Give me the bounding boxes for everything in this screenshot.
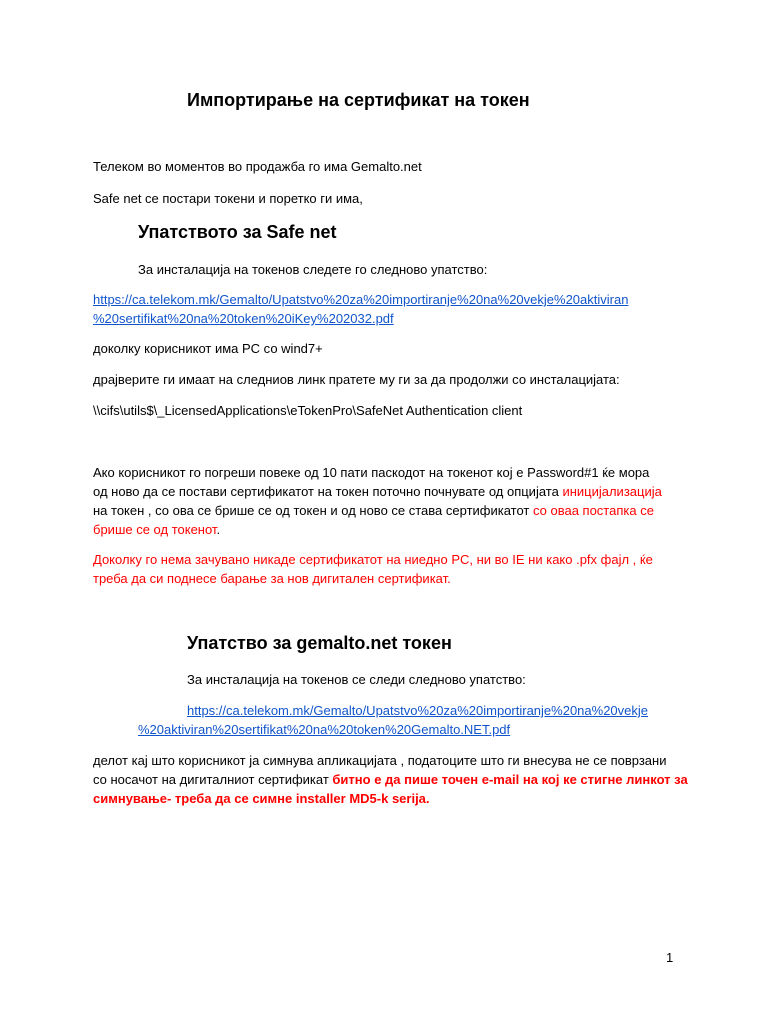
warning-line-3-text: на токен , со ова се брише се од токен и од ново се става сертификатот [93, 503, 533, 518]
gemalto-note-line-2 [93, 772, 688, 788]
safenet-heading: Упатството за Safe net [138, 222, 337, 242]
warning-line-4 [93, 522, 220, 538]
intro-line-1: Телеком во моментов во продажба го има Gemalto.net [93, 159, 422, 174]
intro-line-2: Safe net се постари токени и поретко ги има, [93, 191, 363, 206]
warning-line-3 [93, 503, 654, 519]
page-title: Импортирање на сертификат на токен [187, 90, 530, 110]
warning-line-2-text: од ново да се постави сертификатот на токен поточно почнувате од опцијата [93, 484, 563, 499]
gemalto-guide-link-line-1[interactable]: https://ca.telekom.mk/Gemalto/Upatstvo%20za%20importiranje%20na%20vekje [187, 703, 649, 718]
gemalto-heading: Упатство за gemalto.net токен [187, 633, 452, 653]
initialization-highlight: иницијализација [562, 484, 662, 499]
erase-highlight-start: со оваа постапка се [532, 503, 654, 518]
page-number: 1 [666, 950, 674, 965]
safenet-guide-link-line-1[interactable]: https://ca.telekom.mk/Gemalto/Upatstvo%20za%20importiranje%20na%20vekje%20aktiviran [93, 292, 629, 307]
gemalto-instruction: За инсталација на токенов се следи следново упатство: [187, 672, 526, 687]
driver-path: \\cifs\utils$\_LicensedApplications\eTokenPro\SafeNet Authentication client [93, 403, 523, 418]
pc-note: доколку корисникот има PC со wind7+ [93, 341, 323, 356]
drivers-note: драјверите ги имаат на следниов линк пратете му ги за да продолжи со инсталацијата: [93, 372, 620, 387]
erase-highlight-end: брише се од токенот [93, 522, 217, 537]
new-certificate-warning-line-1: Доколку го нема зачувано никаде сертификатот на ниедно PC, ни во IE ни како .pfx фајл , ќе [93, 552, 653, 567]
warning-line-2 [93, 484, 662, 500]
warning-line-1: Ако корисникот го погреши повеке од 10 пати паскодот на токенот кој е Password#1 ќе мора [93, 465, 650, 480]
new-certificate-warning-line-2: треба да си поднесе барање за нов дигитален сертификат. [93, 571, 451, 586]
safenet-instruction: За инсталација на токенов следете го следново упатство: [138, 262, 488, 277]
installer-highlight: симнување- треба да се симне installer MD5-k serija. [93, 791, 430, 806]
gemalto-note-line-1: делот кај што корисникот ја симнува апликацијата , податоците што ги внесува не се поврзани [93, 753, 667, 768]
gemalto-note-line-2-text: со носачот на дигиталниот сертификат [93, 772, 333, 787]
email-highlight: битно е да пише точен e-mail на кој ке стигне линкот за [332, 772, 688, 787]
safenet-guide-link-line-2[interactable]: %20sertifikat%20na%20token%20iKey%202032.pdf [93, 311, 394, 326]
gemalto-guide-link-line-2[interactable]: %20aktiviran%20sertifikat%20na%20token%20Gemalto.NET.pdf [138, 722, 511, 737]
warning-line-4-period: . [216, 522, 221, 537]
